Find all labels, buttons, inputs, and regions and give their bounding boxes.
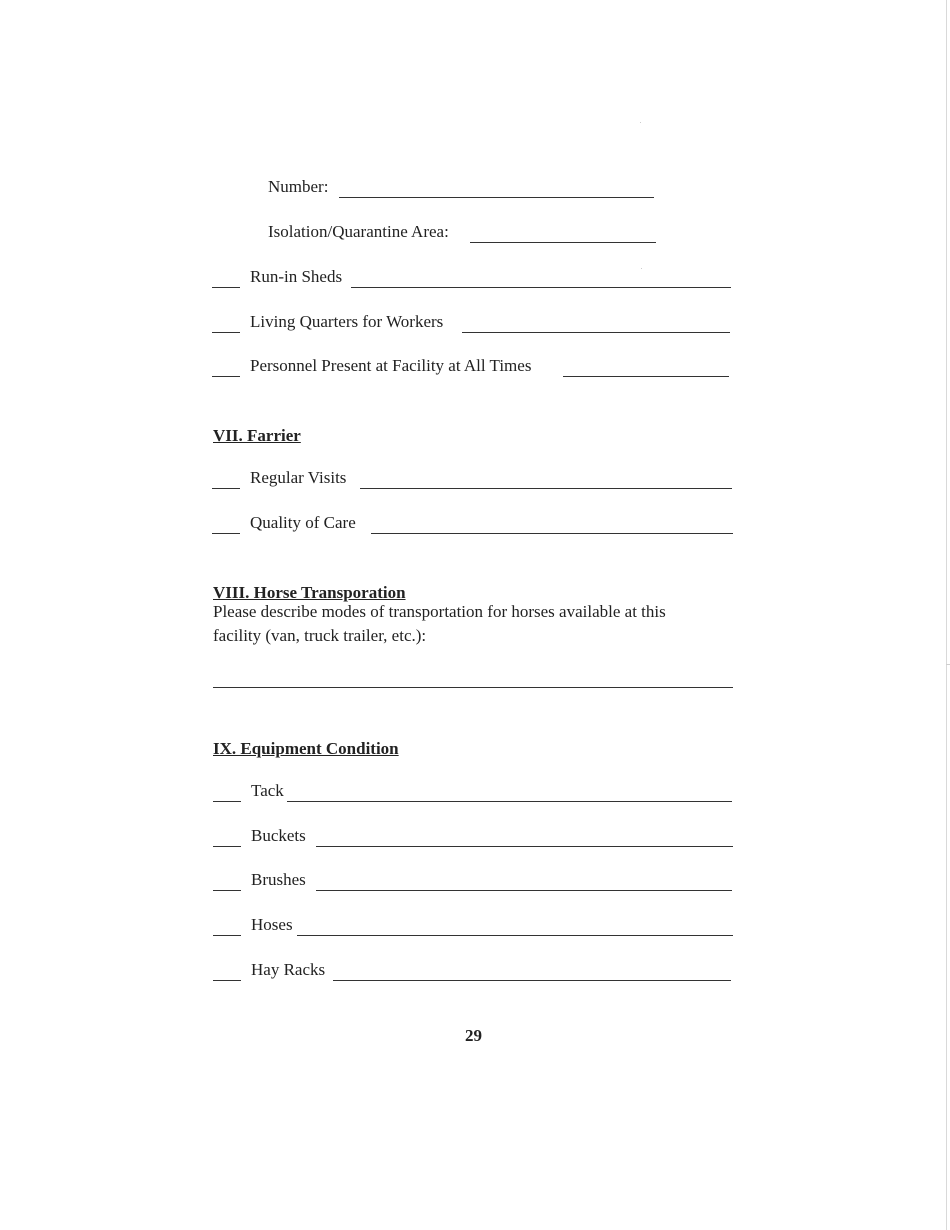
hoses-row <box>213 914 733 936</box>
brushes-label: Brushes <box>251 870 306 889</box>
personnel-present-row <box>212 355 732 377</box>
quality-of-care-check-blank[interactable] <box>212 533 240 534</box>
personnel-present-check-blank[interactable] <box>212 376 240 377</box>
isolation-quarantine-label: Isolation/Quarantine Area: <box>268 222 449 241</box>
regular-visits-row <box>212 467 734 489</box>
personnel-present-label: Personnel Present at Facility at All Times <box>250 356 532 375</box>
transportation-answer-line[interactable] <box>213 687 733 688</box>
quality-of-care-label: Quality of Care <box>250 513 356 532</box>
run-in-sheds-check-blank[interactable] <box>212 287 240 288</box>
number-label: Number: <box>268 177 329 196</box>
buckets-row <box>213 825 733 847</box>
run-in-sheds-label: Run-in Sheds <box>250 267 343 286</box>
number-input-line[interactable] <box>339 197 654 198</box>
hay-racks-check-blank[interactable] <box>213 980 241 981</box>
hay-racks-row <box>213 959 733 981</box>
run-in-sheds-row <box>212 266 732 288</box>
page-edge-tick <box>946 664 950 665</box>
living-quarters-check-blank[interactable] <box>212 332 240 333</box>
tack-check-blank[interactable] <box>213 801 241 802</box>
tack-label: Tack <box>251 781 284 800</box>
quality-of-care-row <box>212 512 734 534</box>
hay-racks-label: Hay Racks <box>251 960 326 979</box>
farrier-heading: VII. Farrier <box>213 426 301 445</box>
equipment-heading: IX. Equipment Condition <box>213 739 399 758</box>
tack-row <box>213 780 733 802</box>
hoses-input-line[interactable] <box>297 935 733 936</box>
hoses-label: Hoses <box>251 915 293 934</box>
scan-speck <box>640 122 641 123</box>
transportation-prompt-line1: Please describe modes of transportation for horses available at this <box>213 602 666 621</box>
regular-visits-label: Regular Visits <box>250 468 347 487</box>
buckets-check-blank[interactable] <box>213 846 241 847</box>
page-edge <box>946 0 947 1230</box>
isolation-quarantine-input-line[interactable] <box>470 242 656 243</box>
brushes-check-blank[interactable] <box>213 890 241 891</box>
page-number: 29 <box>465 1026 482 1045</box>
regular-visits-input-line[interactable] <box>360 488 732 489</box>
tack-input-line[interactable] <box>287 801 732 802</box>
quality-of-care-input-line[interactable] <box>371 533 733 534</box>
isolation-quarantine-field <box>268 221 658 243</box>
living-quarters-label: Living Quarters for Workers <box>250 312 444 331</box>
run-in-sheds-input-line[interactable] <box>351 287 731 288</box>
transportation-prompt-line2: facility (van, truck trailer, etc.): <box>213 626 427 645</box>
living-quarters-input-line[interactable] <box>462 332 730 333</box>
transportation-heading: VIII. Horse Transporation <box>213 583 406 602</box>
buckets-label: Buckets <box>251 826 306 845</box>
transportation-prompt <box>213 600 753 648</box>
hoses-check-blank[interactable] <box>213 935 241 936</box>
brushes-input-line[interactable] <box>316 890 732 891</box>
regular-visits-check-blank[interactable] <box>212 488 240 489</box>
buckets-input-line[interactable] <box>316 846 733 847</box>
living-quarters-row <box>212 311 732 333</box>
personnel-present-input-line[interactable] <box>563 376 729 377</box>
number-field <box>268 176 658 198</box>
brushes-row <box>213 869 733 891</box>
hay-racks-input-line[interactable] <box>333 980 731 981</box>
